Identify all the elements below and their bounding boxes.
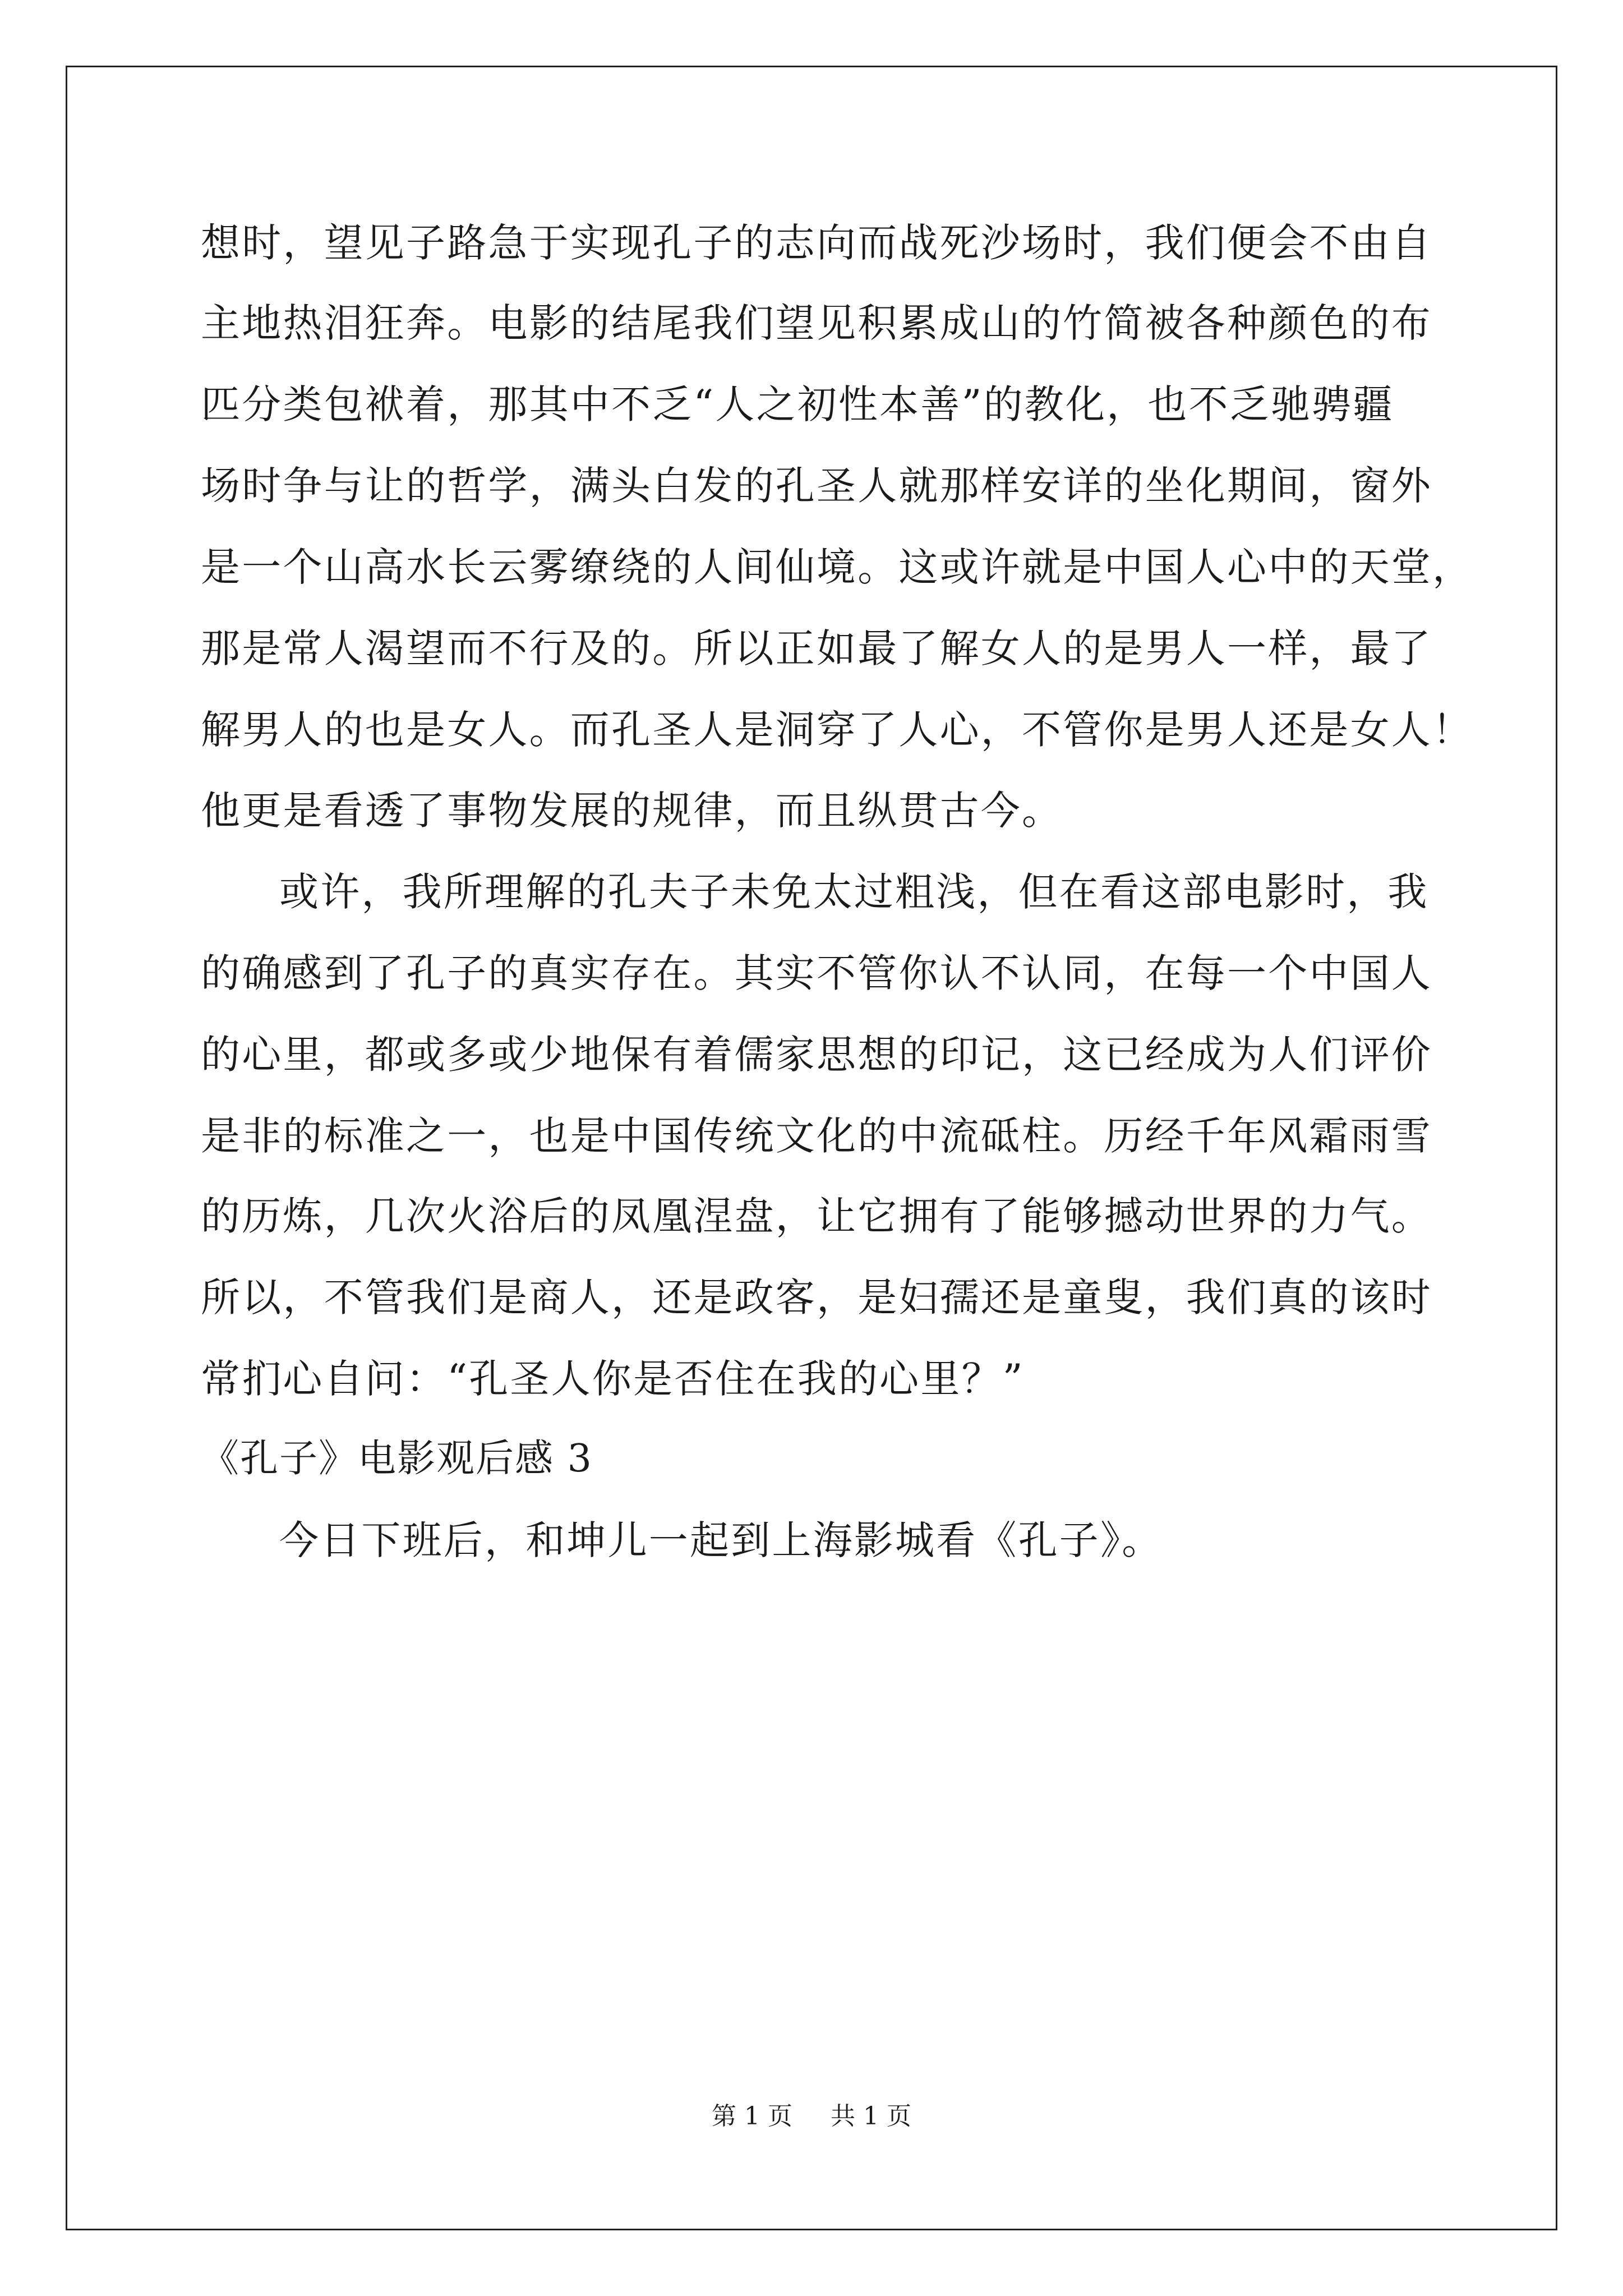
text-line: 常扪心自问：“孔圣人你是否住在我的心里？” (201, 1356, 1025, 1402)
page-total: 共 1 页 (831, 2102, 911, 2131)
text-line: 今日下班后，和坤儿一起到上海影城看《孔子》。 (279, 1517, 1163, 1563)
page-number: 第 1 页 (712, 2102, 792, 2131)
text-line: 的心里，都或多或少地保有着儒家思想的印记，这已经成为人们评价 (201, 1032, 1432, 1078)
section-heading: 《孔子》电影观后感 3 (201, 1437, 593, 1481)
text-line: 是一个山高水长云雾缭绕的人间仙境。这或许就是中国人心中的天堂， (201, 544, 1474, 590)
text-line: 那是常人渴望而不行及的。所以正如最了解女人的是男人一样，最了 (201, 625, 1432, 671)
text-line: 的确感到了孔子的真实存在。其实不管你认不认同，在每一个中国人 (201, 950, 1432, 996)
text-line: 是非的标准之一，也是中国传统文化的中流砥柱。历经千年风霜雨雪 (201, 1113, 1432, 1159)
page-footer (0, 2101, 1623, 2132)
text-line: 所以，不管我们是商人，还是政客，是妇孺还是童叟，我们真的该时 (201, 1274, 1432, 1320)
text-line: 他更是看透了事物发展的规律，而且纵贯古今。 (201, 788, 1063, 834)
text-line: 主地热泪狂奔。电影的结尾我们望见积累成山的竹简被各种颜色的布 (201, 300, 1432, 346)
text-line: 解男人的也是女人。而孔圣人是洞穿了人心，不管你是男人还是女人！ (201, 707, 1474, 753)
text-line: 的历炼，几次火浴后的凤凰涅盘，让它拥有了能够撼动世界的力气。 (201, 1193, 1432, 1239)
text-line: 场时争与让的哲学，满头白发的孔圣人就那样安详的坐化期间，窗外 (201, 463, 1432, 509)
text-line: 匹分类包袱着，那其中不乏“人之初性本善”的教化，也不乏驰骋疆 (201, 381, 1394, 427)
text-line: 或许，我所理解的孔夫子未免太过粗浅，但在看这部电影时，我 (279, 869, 1429, 915)
text-line: 想时，望见子路急于实现孔子的志向而战死沙场时，我们便会不由自 (201, 220, 1432, 266)
